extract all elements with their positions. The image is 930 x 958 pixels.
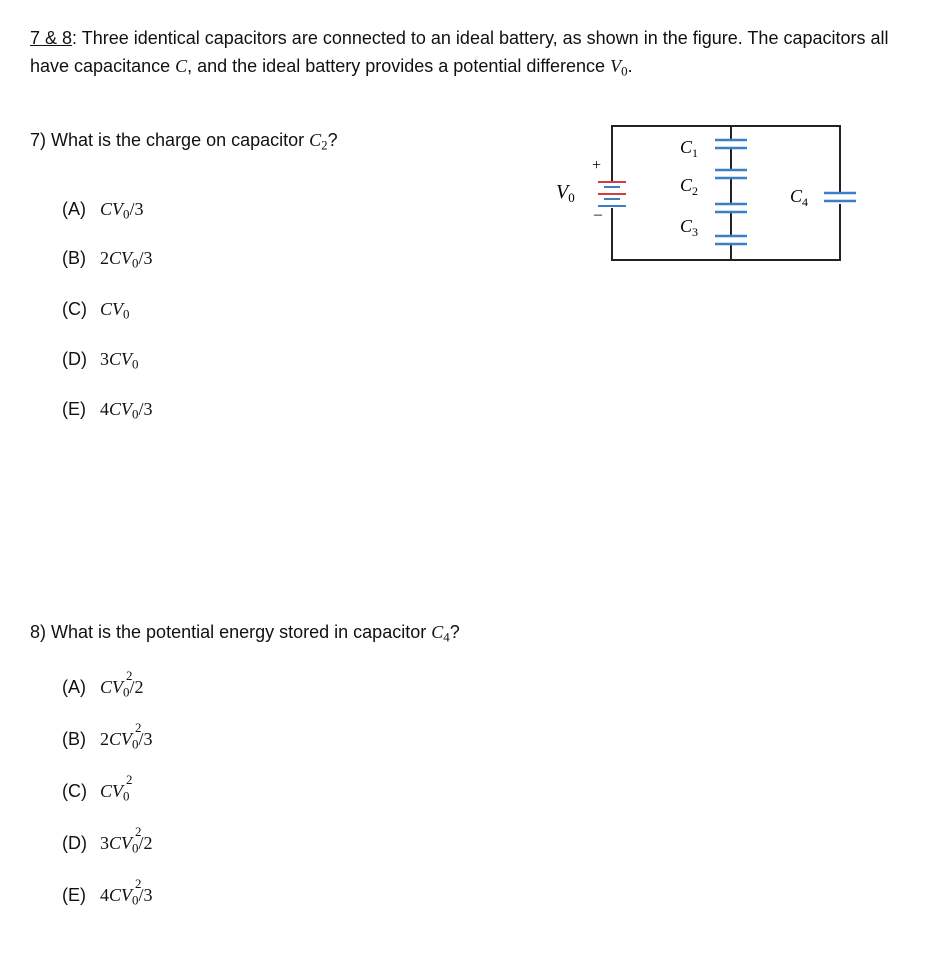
q8-option-d[interactable]: (D) 3CV 2 $_0$/2 (62, 824, 153, 856)
question-7: 7) What is the charge on capacitor $C_2$? (30, 130, 338, 153)
q8-option-c[interactable]: (C) CV 2 $_0$ (62, 772, 133, 804)
capacitor-c3 (715, 236, 747, 244)
q7-option-a[interactable]: (A) $CV_0/3$ (62, 199, 144, 222)
question-8: 8) What is the potential energy stored in capacitor $C_4$? (30, 622, 460, 645)
q8-option-e[interactable]: (E) 4CV 2 $_0$/3 (62, 876, 153, 908)
label-c1: $C_1$ (680, 137, 699, 160)
battery-minus-sign: – (594, 206, 602, 223)
q7-option-b[interactable]: (B) $2CV_0/3$ (62, 248, 153, 271)
question-7-text: 7) What is the charge on capacitor (30, 130, 310, 150)
voltage-symbol: $V_0$ (610, 56, 628, 79)
label-c2: $C_2$ (680, 175, 699, 198)
circuit-wires (612, 126, 840, 260)
q7-option-d[interactable]: (D) $3CV_0$ (62, 349, 139, 372)
q8-option-b[interactable]: (B) 2CV 2 $_0$/3 (62, 720, 153, 752)
circuit-diagram (540, 115, 880, 270)
problem-number: 7 & 8 (30, 28, 73, 48)
capacitance-symbol: C (175, 56, 188, 76)
label-c3: $C_3$ (680, 216, 699, 239)
battery-label: $V_0$ (556, 181, 575, 205)
battery-symbol (598, 182, 626, 206)
question-8-capacitor: $C_4$ (431, 622, 450, 645)
intro-text-end: . (627, 56, 633, 76)
capacitor-c1 (715, 140, 747, 148)
q7-option-c[interactable]: (C) $CV_0$ (62, 299, 130, 322)
capacitor-c4 (824, 193, 856, 201)
question-7-capacitor: $C_2$ (309, 130, 328, 153)
battery-plus-sign: + (592, 157, 602, 174)
label-c4: $C_4$ (790, 186, 809, 209)
q7-option-e[interactable]: (E) $4CV_0/3$ (62, 399, 153, 422)
q8-option-a[interactable]: (A) CV 2 $_0$/2 (62, 668, 144, 700)
capacitor-c2 (715, 170, 747, 178)
intro-text-b: , and the ideal battery provides a potential difference (187, 56, 611, 76)
question-8-text: 8) What is the potential energy stored in capacitor (30, 622, 432, 642)
intro-text-a: : Three identical capacitors are connected to an ideal battery, as shown in the figure. The capacitors all have capacitance (30, 28, 889, 76)
problem-intro (30, 24, 900, 86)
